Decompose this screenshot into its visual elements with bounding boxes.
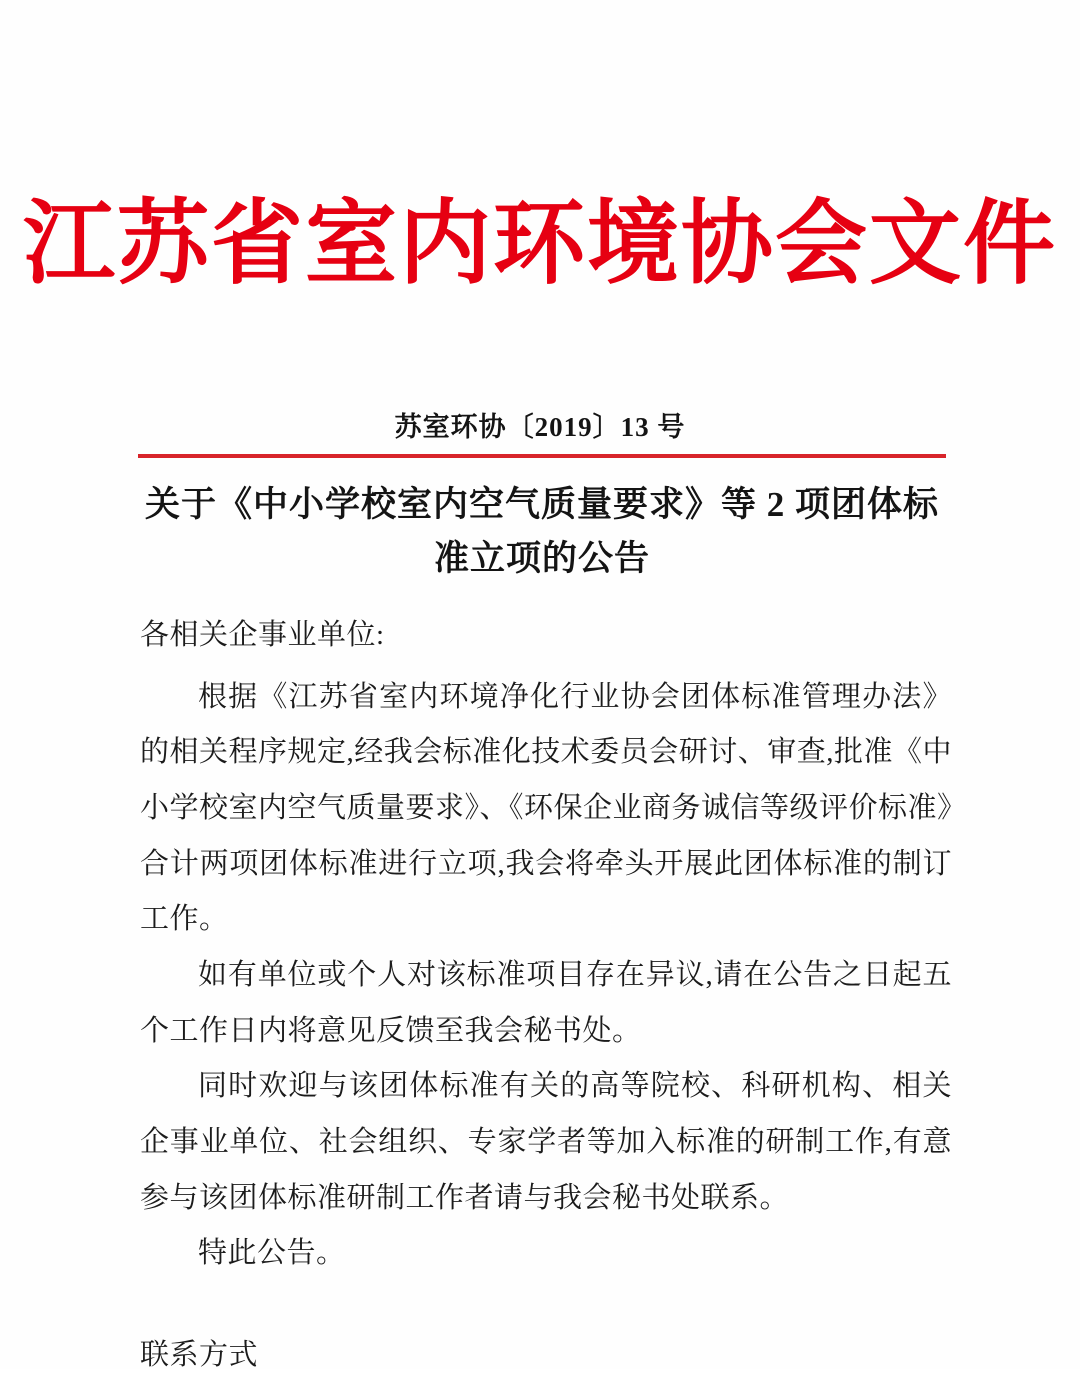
- document-title: 关于《中小学校室内空气质量要求》等 2 项团体标准立项的公告: [144, 485, 939, 579]
- document-body: [140, 608, 952, 1282]
- document-number: 苏室环协〔2019〕13 号: [394, 412, 686, 442]
- contact-heading: 联系方式: [140, 1339, 259, 1371]
- body-paragraph-3: 同时欢迎与该团体标准有关的高等院校、科研机构、相关企事业单位、社会组织、专家学者等加入标准的研制工作,有意参与该团体标准研制工作者请与我会秘书处联系。: [140, 1070, 952, 1214]
- body-paragraph-4: 特此公告。: [198, 1237, 346, 1270]
- red-divider-rule: [138, 454, 946, 458]
- document-masthead-title: 江苏省室内环境协会文件: [22, 190, 1057, 297]
- body-paragraph-1: 根据《江苏省室内环境净化行业协会团体标准管理办法》的相关程序规定,经我会标准化技术委员会研讨、审查,批准《中小学校室内空气质量要求》、《环保企业商务诚信等级评价标准》合计两项团体标准进行立项,我会将牵头开展此团体标准的制订工作。: [140, 680, 953, 936]
- body-paragraph-2: 如有单位或个人对该标准项目存在异议,请在公告之日起五个工作日内将意见反馈至我会秘书处。: [140, 959, 952, 1047]
- salutation: 各相关企事业单位:: [140, 619, 385, 651]
